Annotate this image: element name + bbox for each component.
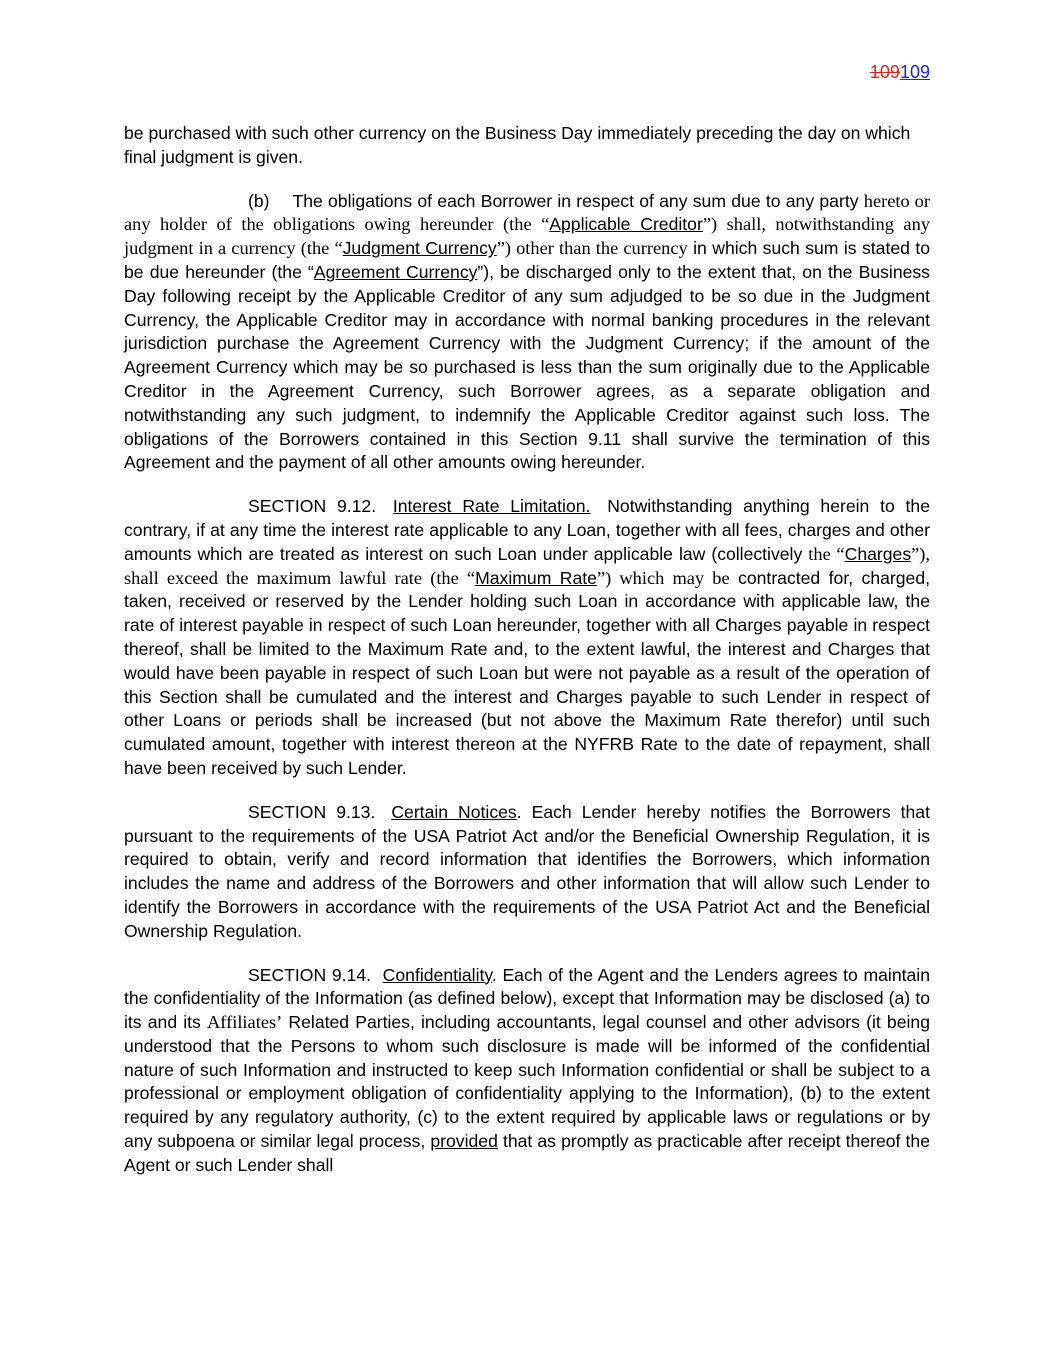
text-run: Related Parties, including accountants, legal counsel and other advisors (it being understood that the Persons to whom such disclosure is made will be informed of the confidential nature of such Information and instructed to keep such Information confidential or shall be subject to a professional or employment obligation of confidentiality applying to the Information), (b) to the extent required by any regulatory authority, (c) to the extent required by applicable laws or regulations or by any subpoena or similar legal process, bbox=[124, 1012, 930, 1152]
text-run-serif: ”) which may be bbox=[596, 567, 730, 588]
text-run-serif: ”) shall, notwithstanding any judgment in a currency (the “ bbox=[124, 214, 930, 259]
defined-term-judgment-currency: Judgment Currency bbox=[342, 238, 497, 259]
page-number-inserted: 109 bbox=[899, 62, 930, 82]
text-run-serif: hereto or any holder of the obligations owing hereunder (the “ bbox=[124, 190, 930, 235]
paragraph-judgment-continuation: be purchased with such other currency on the Business Day immediately preceding the day on which final judgment is given. bbox=[124, 123, 911, 167]
section-heading: Confidentiality bbox=[382, 964, 492, 985]
defined-term-applicable-creditor: Applicable Creditor bbox=[549, 214, 703, 235]
section-number: SECTION 9.14. bbox=[248, 964, 371, 985]
text-run-serif: ”) other than the currency bbox=[496, 238, 688, 259]
defined-term-agreement-currency: Agreement Currency bbox=[313, 261, 478, 282]
page-number bbox=[870, 62, 930, 83]
text-run-serif: the “ bbox=[808, 543, 845, 564]
section-9-12-paragraph bbox=[124, 495, 930, 781]
section-number: SECTION 9.13. bbox=[248, 801, 376, 822]
text-run: that as promptly as practicable after receipt thereof the Agent or such Lender shall bbox=[124, 1131, 930, 1175]
paragraph-judgment-currency bbox=[124, 190, 930, 476]
text-run: . Each of the Agent and the Lenders agrees to maintain the confidentiality of the Information (as defined below), except that Information may be disclosed (a) to its and its bbox=[124, 964, 930, 1033]
defined-term-maximum-rate: Maximum Rate bbox=[475, 567, 597, 588]
section-9-13-paragraph bbox=[124, 801, 930, 944]
section-heading: Certain Notices bbox=[391, 801, 517, 822]
clause-label: (b) bbox=[248, 190, 270, 211]
page-number-deleted: 109 bbox=[869, 62, 900, 82]
text-run: Notwithstanding anything herein to the contrary, if at any time the interest rate applicable to any Loan, together with all fees, charges and other amounts which are treated as interest on such Loan under applicable law (collectively bbox=[124, 496, 930, 564]
text-run-serif: ”), shall exceed the maximum lawful rate (the “ bbox=[124, 543, 931, 588]
text-run: contracted for, charged, taken, received or reserved by the Lender holding such Loan in accordance with applicable law, the rate of interest payable in respect of such Loan hereunder, together with all Charges payable in respect thereof, shall be limited to the Maximum Rate and, to the extent lawful, the interest and Charges that would have been payable in respect of such Loan but were not payable as a result of the operation of this Section shall be cumulated and the interest and Charges payable to such Lender in respect of other Loans or periods shall be increased (but not above the Maximum Rate therefor) until such cumulated amount, together with interest thereon at the NYFRB Rate to the date of repayment, shall have been received by such Lender. bbox=[124, 567, 930, 778]
text-run-serif: Affiliates’ bbox=[207, 1012, 283, 1033]
text-run: in which such sum is stated to be due hereunder (the “ bbox=[124, 238, 930, 282]
text-run: ”), be discharged only to the extent that, on the Business Day following receipt by the Applicable Creditor of any sum adjudged to be so due in the Judgment Currency, the Applicable Creditor may in accordance with normal banking procedures in the relevant jurisdiction purchase the Agreement Currency with the Judgment Currency; if the amount of the Agreement Currency which may be so purchased is less than the sum originally due to the Applicable Creditor in the Agreement Currency, such Borrower agrees, as a separate obligation and notwithstanding any such judgment, to indemnify the Applicable Creditor against such loss. The obligations of the Borrowers contained in this Section 9.11 shall survive the termination of this Agreement and the payment of all other amounts owing hereunder. bbox=[124, 261, 930, 473]
text-run: . Each Lender hereby notifies the Borrowers that pursuant to the requirements of the USA Patriot Act and/or the Beneficial Ownership Regulation, it is required to obtain, verify and record information that identifies the Borrowers, which information includes the name and address of the Borrowers and other information that will allow such Lender to identify the Borrowers in accordance with the requirements of the USA Patriot Act and the Beneficial Ownership Regulation. bbox=[124, 801, 930, 941]
document-body bbox=[124, 122, 930, 1198]
defined-term-provided: provided bbox=[430, 1131, 498, 1152]
section-number: SECTION 9.12. bbox=[248, 496, 377, 517]
section-heading: Interest Rate Limitation. bbox=[392, 496, 591, 517]
section-9-14-paragraph bbox=[124, 964, 930, 1178]
defined-term-charges: Charges bbox=[844, 543, 912, 564]
text-run: The obligations of each Borrower in respect of any sum due to any party bbox=[292, 190, 859, 211]
